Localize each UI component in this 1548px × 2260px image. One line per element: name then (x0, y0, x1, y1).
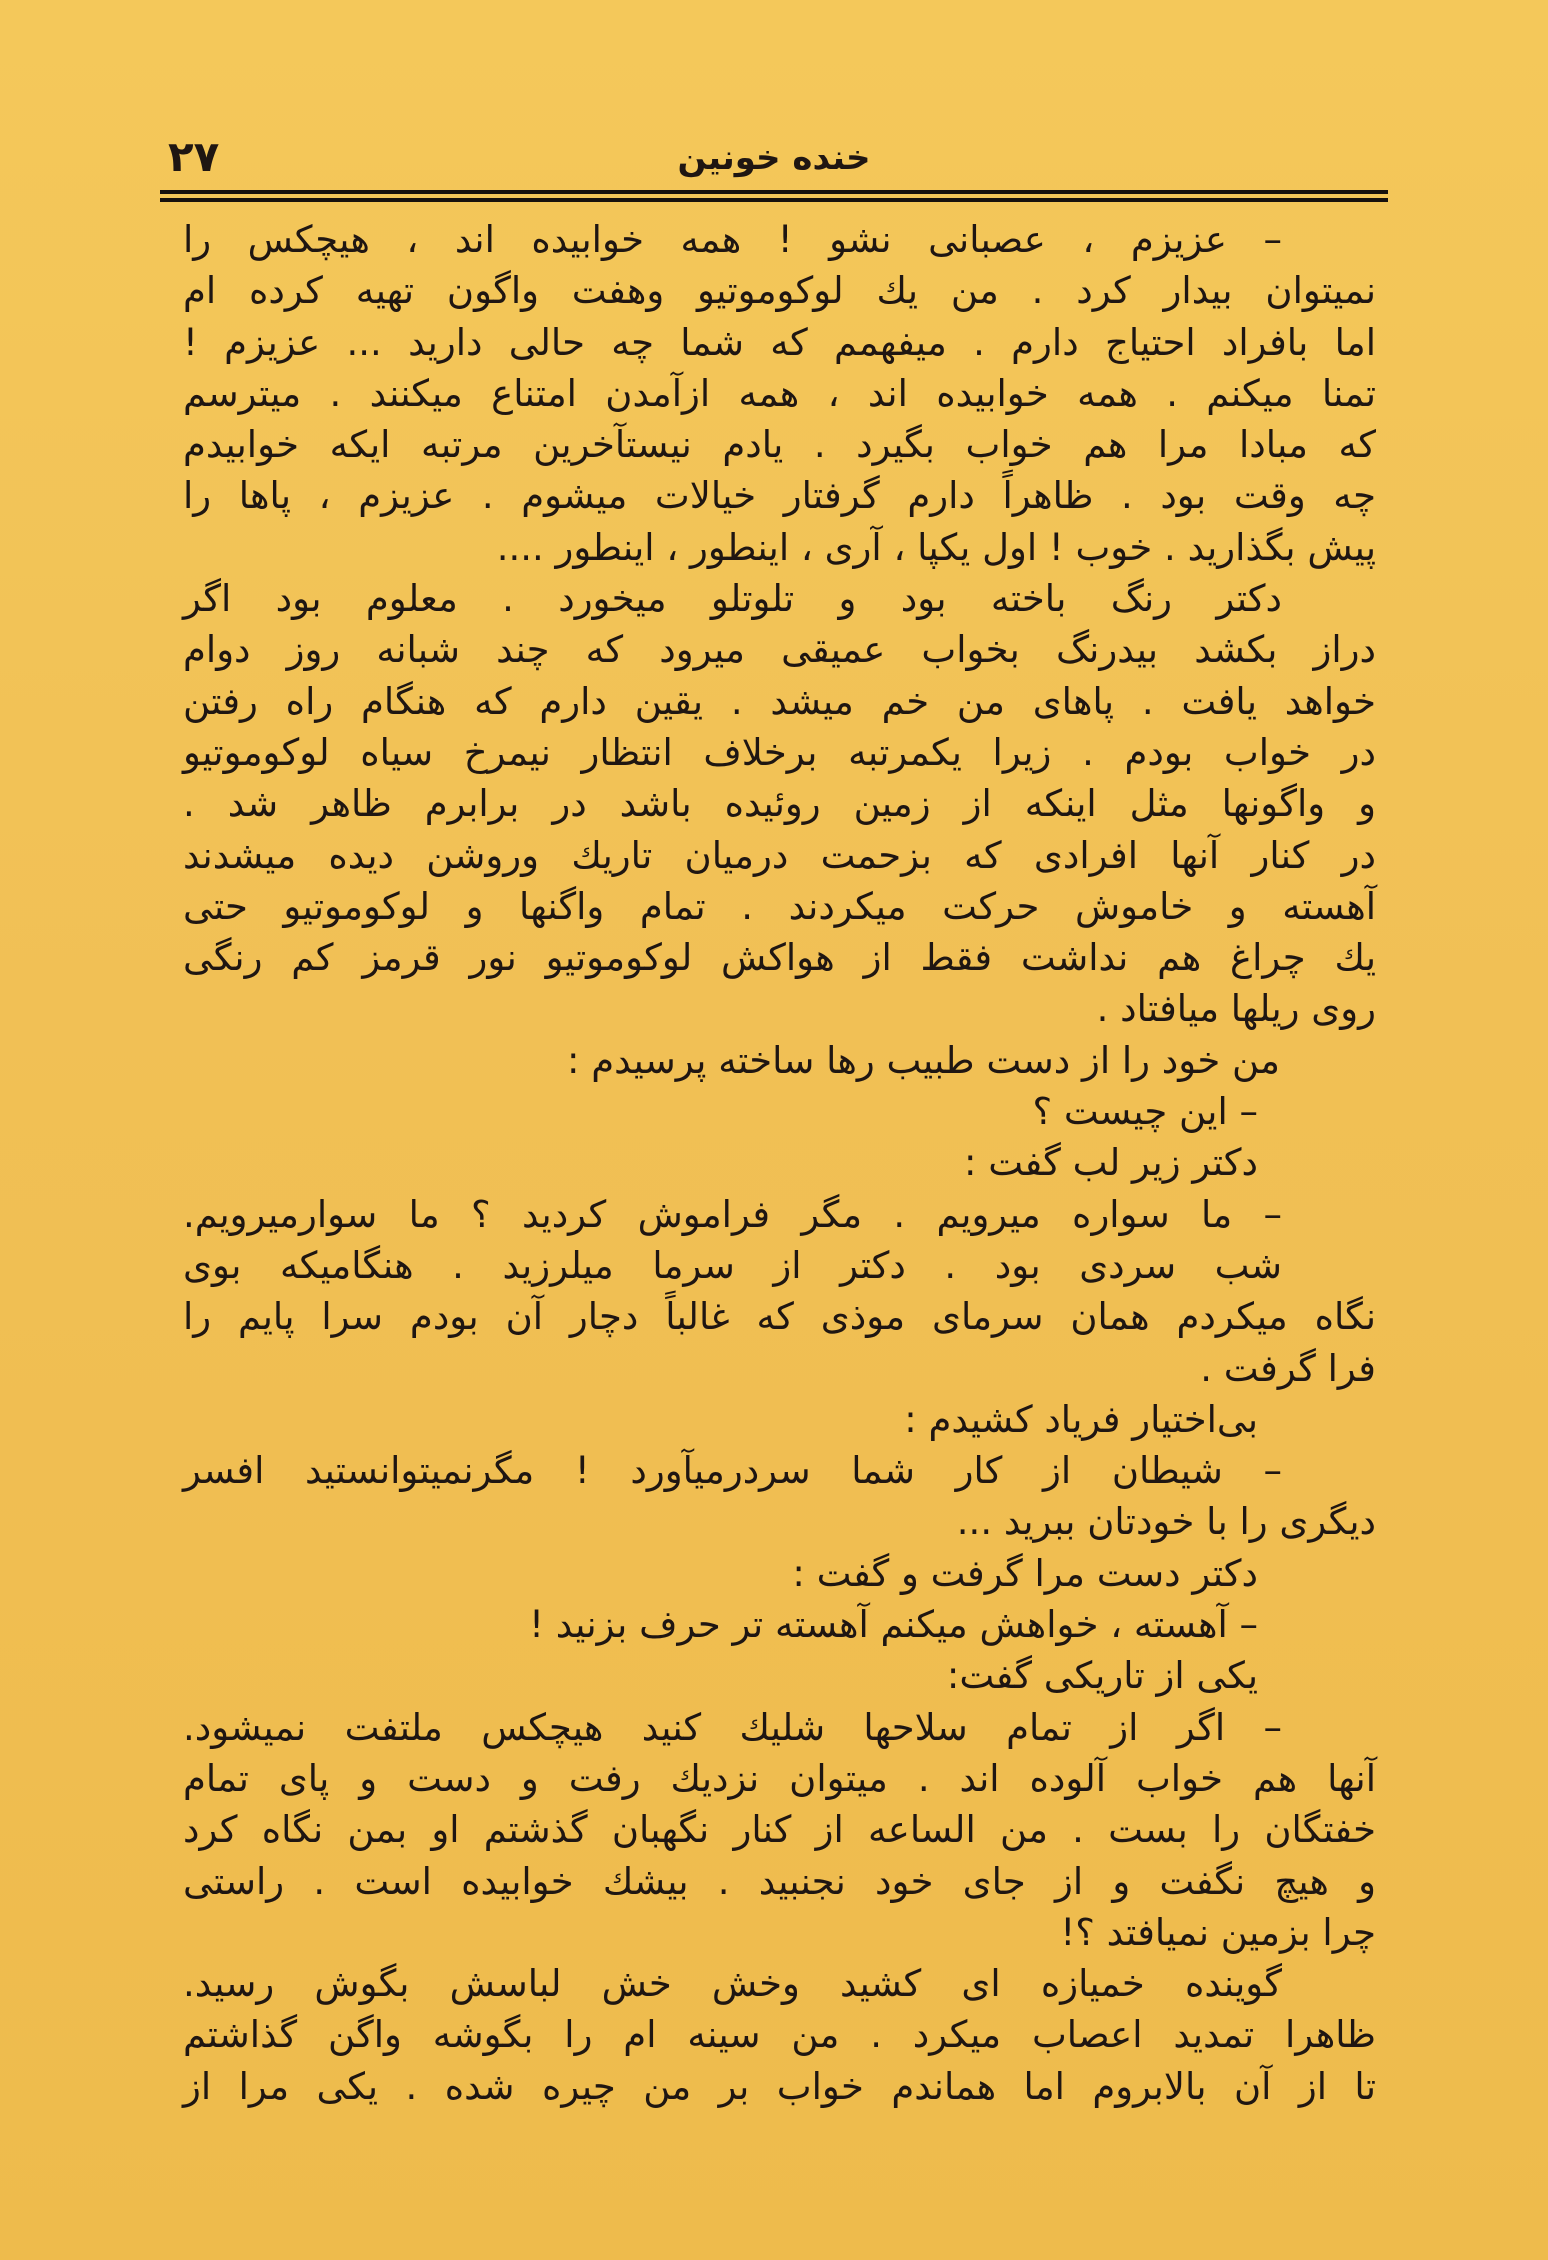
text-line: – ما سواره میرویم . مگر فراموش کردید ؟ ما سوارمیرویم. (183, 1192, 1282, 1236)
text-line: گوینده خمیازه ای کشید وخش خش لباسش بگوش رسید. (183, 1962, 1282, 2006)
text-line: آنها هم خواب آلوده اند . میتوان نزدیك رفت و دست و پای تمام (183, 1756, 1376, 1800)
text-line: – عزیزم ، عصبانی نشو ! همه خوابیده اند ، هیچکس را (183, 218, 1282, 261)
text-line: در کنار آنها افرادی که بزحمت درمیان تاریك وروشن دیده میشدند (183, 833, 1376, 877)
header-rule-bottom (160, 198, 1388, 202)
text-line: خواهد یافت . پاهای من خم میشد . یقین دارم که هنگام راه رفتن (183, 679, 1376, 723)
text-line: پیش بگذارید . خوب ! اول یکپا ، آری ، اینطور ، اینطور .... (496, 525, 1376, 569)
text-line: یك چراغ هم نداشت فقط از هواکش لوکوموتیو نور قرمز کم رنگی (183, 936, 1376, 980)
text-line: دکتر زیر لب گفت : (963, 1141, 1258, 1185)
text-line: نگاه میکردم همان سرمای موذی که غالباً دچار آن بودم سرا پایم را (183, 1295, 1376, 1339)
text-line: یکی از تاریکی گفت: (946, 1654, 1258, 1698)
text-line: من خود را از دست طبیب رها ساخته پرسیدم : (567, 1038, 1280, 1082)
text-line: دکتر دست مرا گرفت و گفت : (792, 1551, 1258, 1595)
text-line: – آهسته ، خواهش میکنم آهسته تر حرف بزنید ! (529, 1603, 1258, 1647)
text-line: تا از آن بالابروم اما هماندم خواب بر من چیره شده . یکی مرا از (183, 2064, 1376, 2108)
text-line: – این چیست ؟ (1032, 1090, 1258, 1134)
text-line: شب سردی بود . دکتر از سرما میلرزید . هنگامیکه بوی (183, 1243, 1282, 1287)
text-line: – اگر از تمام سلاحها شلیك کنید هیچکس ملتفت نمیشود. (183, 1705, 1282, 1749)
text-line: و هیچ نگفت و از جای خود نجنبید . بیشك خوابیده است . راستی (183, 1859, 1376, 1903)
text-line: که مبادا مرا هم خواب بگیرد . یادم نیستآخرین مرتبه ایکه خوابیدم (183, 423, 1376, 467)
text-line: دراز بکشد بیدرنگ بخواب عمیقی میرود که چند شبانه روز دوام (183, 628, 1376, 672)
text-line: – شیطان از کار شما سردرمیآورد ! مگرنمیتوانستید افسر (183, 1449, 1282, 1493)
page-number: ۲۷ (168, 132, 220, 181)
text-line: فرا گرفت . (1200, 1346, 1376, 1390)
text-line: تمنا میکنم . همه خوابیده اند ، همه ازآمدن امتناع میکنند . میترسم (183, 371, 1376, 415)
text-line: اما بافراد احتیاج دارم . میفهمم که شما چه حالی دارید ... عزیزم ! (183, 320, 1376, 364)
page-body (183, 214, 1376, 2200)
page-title: خنده خونین (677, 138, 871, 178)
text-line: در خواب بودم . زیرا یکمرتبه برخلاف انتظار نیمرخ سیاه لوکوموتیو (183, 730, 1376, 774)
text-line: ظاهرا تمدید اعصاب میکرد . من سینه ام را بگوشه واگن گذاشتم (183, 2013, 1376, 2057)
text-line: آهسته و خاموش حرکت میکردند . تمام واگنها و لوکوموتیو حتی (183, 884, 1376, 928)
text-line: و واگونها مثل اینکه از زمین روئیده باشد در برابرم ظاهر شد . (183, 782, 1376, 826)
page-header (150, 120, 1398, 196)
header-rule-top (160, 190, 1388, 194)
text-line: خفتگان را بست . من الساعه از کنار نگهبان گذشتم او بمن نگاه کرد (183, 1808, 1376, 1852)
text-line: بی‌اختیار فریاد کشیدم : (904, 1397, 1258, 1441)
text-line: چرا بزمین نمیافتد ؟! (1060, 1910, 1376, 1954)
text-line: چه وقت بود . ظاهراً دارم گرفتار خیالات میشوم . عزیزم ، پاها را (183, 474, 1376, 518)
text-line: روی ریلها میافتاد . (1096, 987, 1376, 1031)
text-line: دیگری را با خودتان ببرید ... (956, 1500, 1376, 1544)
text-line: دکتر رنگ باخته بود و تلوتلو میخورد . معلوم بود اگر (183, 577, 1282, 621)
text-line: نمیتوان بیدار کرد . من یك لوکوموتیو وهفت واگون تهیه کرده ام (183, 269, 1376, 313)
